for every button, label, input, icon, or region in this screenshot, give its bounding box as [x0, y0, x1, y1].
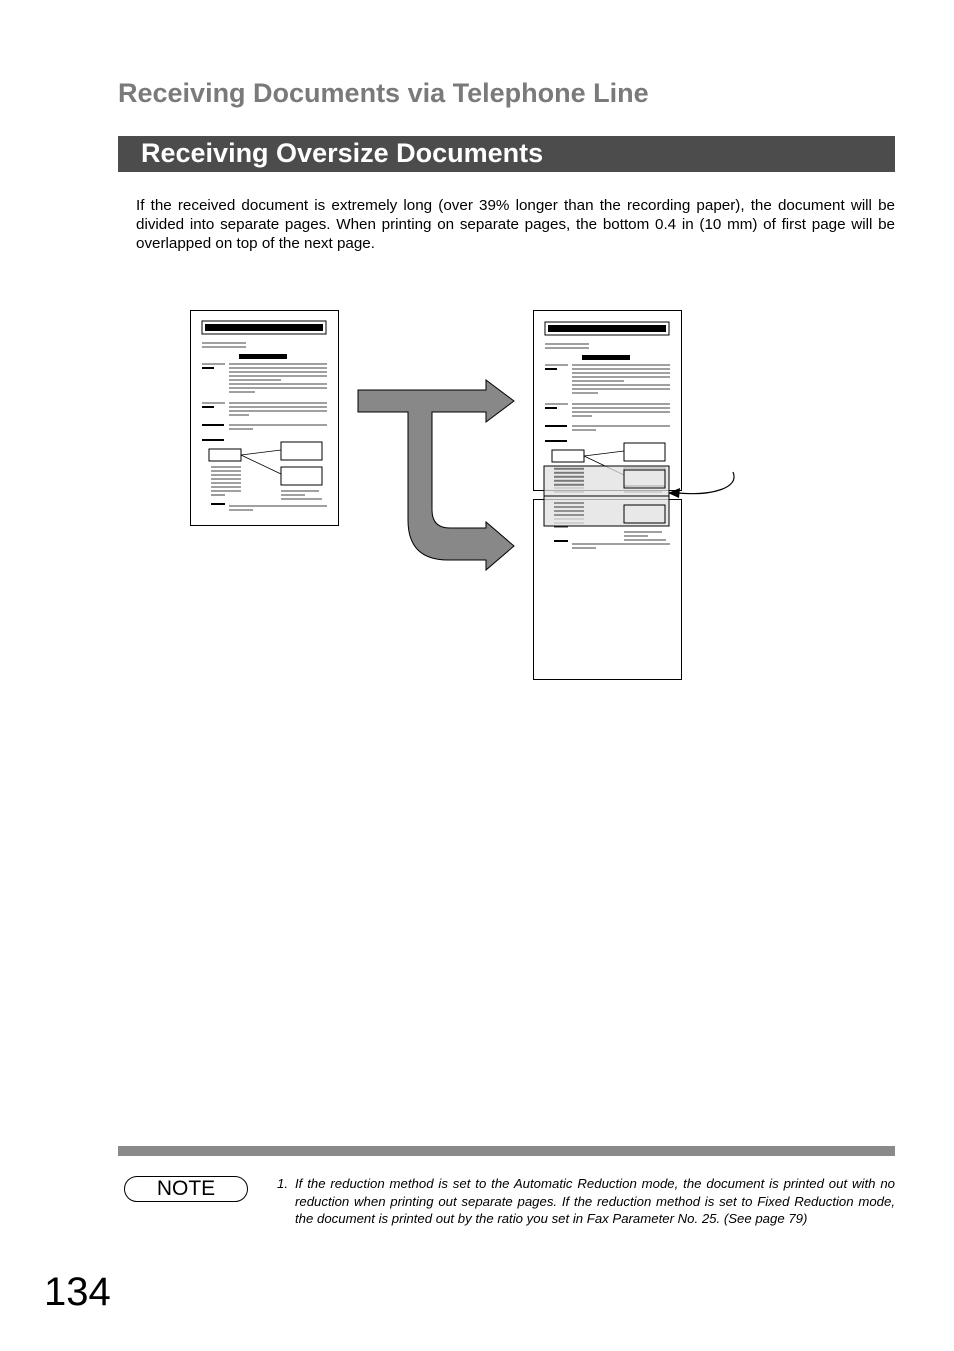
- note-item: [277, 1175, 895, 1228]
- split-arrow: [358, 380, 514, 570]
- note-list: [277, 1175, 895, 1228]
- note-divider: [118, 1146, 895, 1156]
- original-document: [191, 311, 339, 526]
- chapter-title: Receiving Documents via Telephone Line: [118, 78, 649, 108]
- page-number: 134: [44, 1270, 111, 1314]
- note-item-number: 1.: [277, 1176, 288, 1191]
- intro-paragraph: If the received document is extremely long (over 39% longer than the recording paper), the document will be divided into separate pages. When printing on separate pages, the bottom 0.4 in (10 mm) of first page will be overlapped on top of the next page.: [136, 197, 895, 252]
- section-title: Receiving Oversize Documents: [141, 138, 544, 168]
- note-badge: NOTE: [124, 1176, 248, 1202]
- note-item-text: If the reduction method is set to the Automatic Reduction mode, the document is printed out with no reduction when printing out separate pages. If the reduction method is set to Fixed Reduction mode, the document is printed out by the ratio you set in Fax Parameter No. 25. (See page 79): [295, 1176, 895, 1226]
- overlap-area: [544, 466, 669, 526]
